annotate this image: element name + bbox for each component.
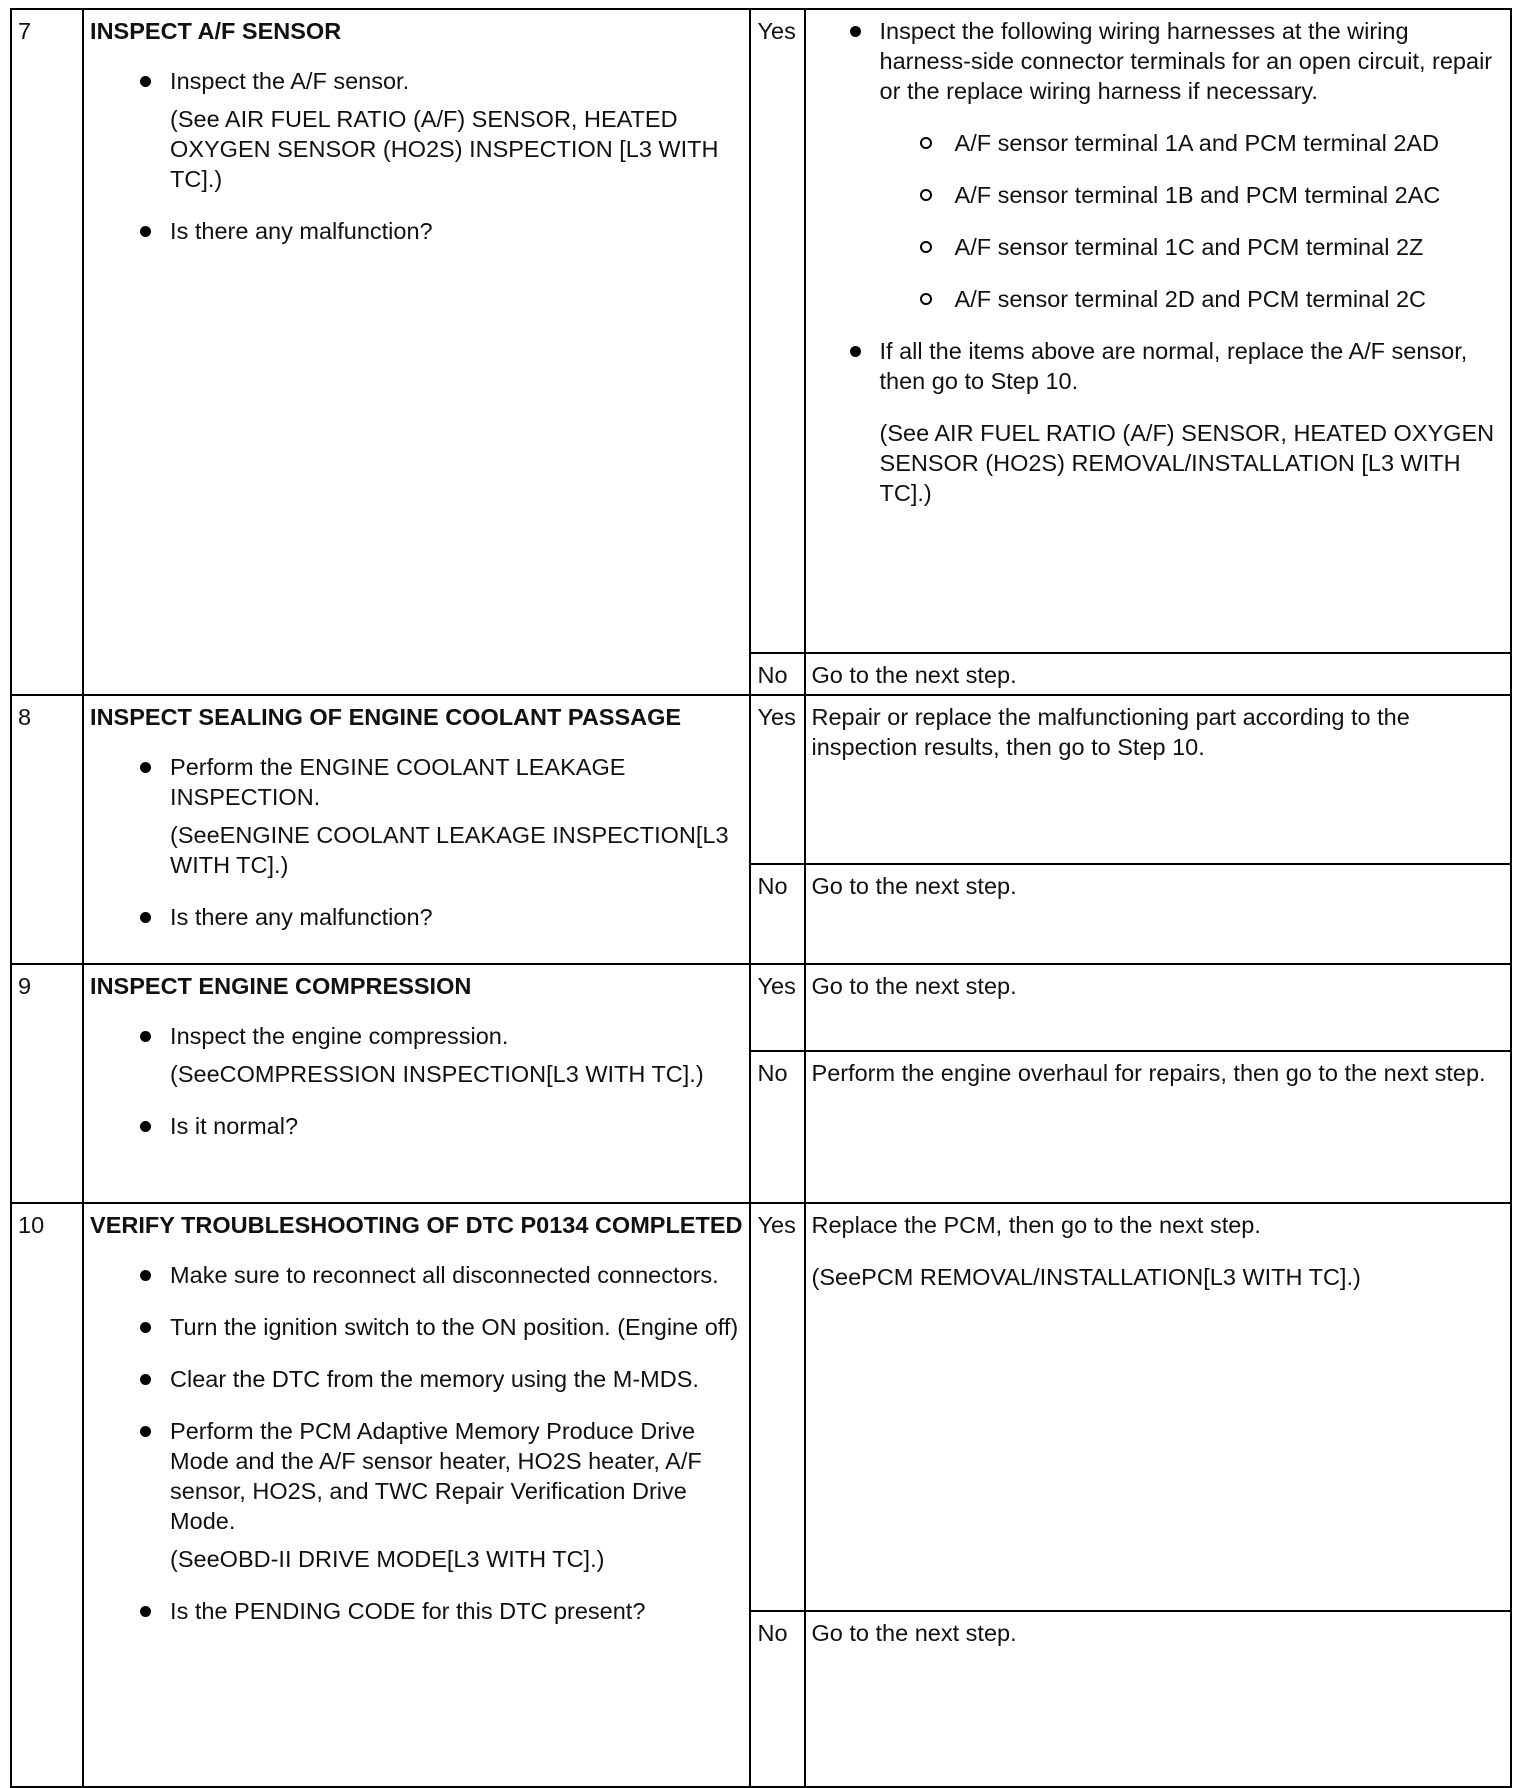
no-label: No bbox=[750, 864, 804, 964]
action-item: Make sure to reconnect all disconnected connectors. bbox=[140, 1260, 743, 1290]
step-8-yes-row bbox=[11, 695, 1511, 864]
reference-text: (SeeENGINE COOLANT LEAKAGE INSPECTION[L3 WITH TC].) bbox=[170, 822, 729, 878]
step-action-cell bbox=[83, 695, 750, 964]
no-result: Perform the engine overhaul for repairs, then go to the next step. bbox=[805, 1051, 1511, 1203]
action-item: Is there any malfunction? bbox=[140, 902, 743, 932]
reference-text: (See AIR FUEL RATIO (A/F) SENSOR, HEATED OXYGEN SENSOR (HO2S) INSPECTION [L3 WITH TC].) bbox=[170, 106, 719, 192]
yes-result-cell bbox=[805, 9, 1511, 653]
yes-result: Replace the PCM, then go to the next step. bbox=[811, 1212, 1261, 1238]
reference-text: (SeeCOMPRESSION INSPECTION[L3 WITH TC].) bbox=[170, 1061, 704, 1087]
troubleshooting-table bbox=[10, 8, 1512, 1788]
yes-result-cell bbox=[805, 1203, 1511, 1611]
step-7-yes-row bbox=[11, 9, 1511, 653]
step-title: INSPECT ENGINE COMPRESSION bbox=[90, 973, 472, 999]
yes-label: Yes bbox=[750, 1203, 804, 1611]
step-action-cell bbox=[83, 964, 750, 1203]
step-title: INSPECT A/F SENSOR bbox=[90, 18, 342, 44]
harness-item: A/F sensor terminal 1A and PCM terminal 2AD bbox=[920, 128, 1504, 158]
step-action-cell bbox=[83, 9, 750, 695]
result-item: Inspect the following wiring harnesses at the wiring harness-side connector terminals for an open circuit, repair or the replace wiring harness if necessary. A/F sensor terminal 1A and PCM terminal 2AD A/F sensor terminal 1B and PCM terminal 2AC A/F sensor terminal 1C and PCM terminal 2Z A/F sensor terminal 2D and PCM terminal 2C bbox=[850, 16, 1504, 314]
harness-item: A/F sensor terminal 1B and PCM terminal 2AC bbox=[920, 180, 1504, 210]
step-action-cell bbox=[83, 1203, 750, 1787]
action-item: Is it normal? bbox=[140, 1111, 743, 1141]
reference-text: (SeeOBD-II DRIVE MODE[L3 WITH TC].) bbox=[170, 1546, 605, 1572]
no-label: No bbox=[750, 1611, 804, 1787]
step-number: 10 bbox=[11, 1203, 83, 1787]
step-title: INSPECT SEALING OF ENGINE COOLANT PASSAGE bbox=[90, 704, 682, 730]
no-label: No bbox=[750, 653, 804, 695]
action-item: Perform the ENGINE COOLANT LEAKAGE INSPECTION. (SeeENGINE COOLANT LEAKAGE INSPECTION[L3 WITH TC].) bbox=[140, 752, 743, 880]
yes-label: Yes bbox=[750, 695, 804, 864]
step-9-yes-row bbox=[11, 964, 1511, 1051]
action-item: Is there any malfunction? bbox=[140, 216, 743, 246]
step-number: 9 bbox=[11, 964, 83, 1203]
no-label: No bbox=[750, 1051, 804, 1203]
no-result: Go to the next step. bbox=[805, 1611, 1511, 1787]
step-number: 7 bbox=[11, 9, 83, 695]
action-item: Perform the PCM Adaptive Memory Produce Drive Mode and the A/F sensor heater, HO2S heater, A/F sensor, HO2S, and TWC Repair Verification Drive Mode. (SeeOBD-II DRIVE MODE[L3 WITH TC].) bbox=[140, 1416, 743, 1574]
action-item: Turn the ignition switch to the ON position. (Engine off) bbox=[140, 1312, 743, 1342]
result-item: If all the items above are normal, replace the A/F sensor, then go to Step 10. (See AIR FUEL RATIO (A/F) SENSOR, HEATED OXYGEN SENSOR (HO2S) REMOVAL/INSTALLATION [L3 WITH TC].) bbox=[850, 336, 1504, 508]
harness-item: A/F sensor terminal 1C and PCM terminal 2Z bbox=[920, 232, 1504, 262]
action-item: Inspect the A/F sensor. (See AIR FUEL RATIO (A/F) SENSOR, HEATED OXYGEN SENSOR (HO2S) INSPECTION [L3 WITH TC].) bbox=[140, 66, 743, 194]
action-item: Is the PENDING CODE for this DTC present? bbox=[140, 1596, 743, 1626]
yes-label: Yes bbox=[750, 964, 804, 1051]
reference-text: (See AIR FUEL RATIO (A/F) SENSOR, HEATED OXYGEN SENSOR (HO2S) REMOVAL/INSTALLATION [L3 WITH TC].) bbox=[879, 420, 1495, 506]
action-item: Clear the DTC from the memory using the M-MDS. bbox=[140, 1364, 743, 1394]
no-result: Go to the next step. bbox=[805, 653, 1511, 695]
step-number: 8 bbox=[11, 695, 83, 964]
reference-text: (SeePCM REMOVAL/INSTALLATION[L3 WITH TC].) bbox=[811, 1264, 1361, 1290]
step-10-yes-row bbox=[11, 1203, 1511, 1611]
yes-result: Go to the next step. bbox=[805, 964, 1511, 1051]
harness-item: A/F sensor terminal 2D and PCM terminal 2C bbox=[920, 284, 1504, 314]
step-title: VERIFY TROUBLESHOOTING OF DTC P0134 COMPLETED bbox=[90, 1212, 743, 1238]
yes-label: Yes bbox=[750, 9, 804, 653]
yes-result: Repair or replace the malfunctioning part according to the inspection results, then go to Step 10. bbox=[805, 695, 1511, 864]
action-item: Inspect the engine compression. (SeeCOMPRESSION INSPECTION[L3 WITH TC].) bbox=[140, 1021, 743, 1089]
no-result: Go to the next step. bbox=[805, 864, 1511, 964]
